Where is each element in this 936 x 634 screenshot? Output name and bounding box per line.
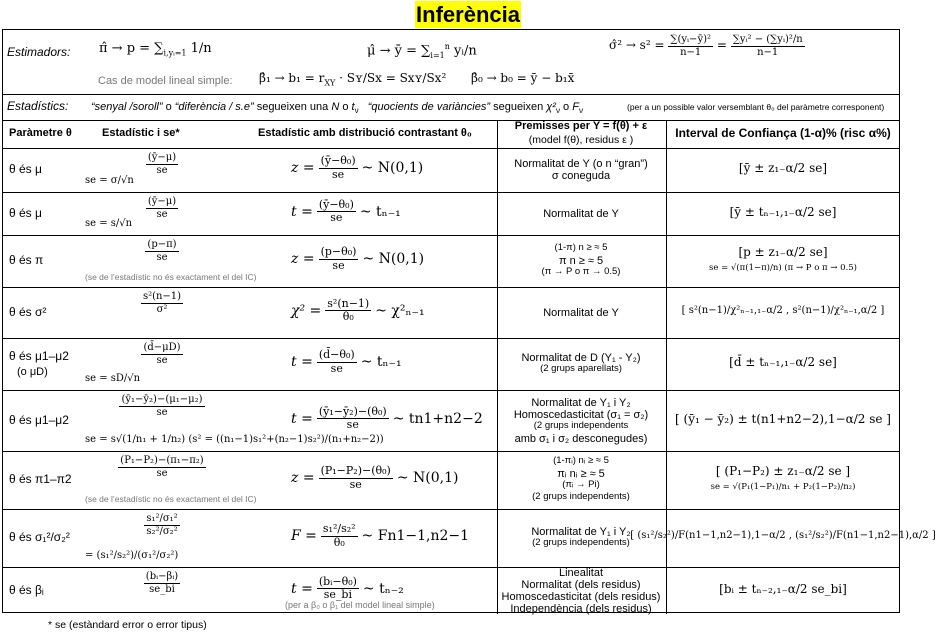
estadistics-text3: “quocients de variàncies” bbox=[367, 101, 491, 113]
beta1-estimator-tail: · Sʏ/Sx = Sxʏ/Sx² bbox=[335, 71, 447, 85]
beta1-estimator-sub: XY bbox=[324, 78, 336, 88]
row-dist-rhs: ~ N(0,1) bbox=[361, 160, 424, 177]
sigma-frac1-den: n−1 bbox=[680, 46, 702, 58]
row-stat-num: (ȳ−μ) bbox=[147, 196, 177, 207]
row-dist-rhs: ~ tₙ₋₁ bbox=[360, 354, 402, 371]
row-stat bbox=[87, 513, 237, 537]
row-dist-fraction bbox=[319, 465, 393, 491]
row-dist-den: se bbox=[330, 211, 343, 225]
row-premise: (1-π) n ≥ ≈ 5 bbox=[554, 242, 608, 253]
row-stat bbox=[87, 571, 237, 595]
row-dist-rhs: ~ N(0,1) bbox=[362, 251, 425, 268]
row-premise: (2 grups independents) bbox=[532, 537, 630, 548]
row-dist bbox=[291, 246, 424, 272]
row-dist bbox=[291, 349, 402, 375]
row-param: θ és π bbox=[9, 253, 44, 267]
row-dist-fraction bbox=[317, 406, 389, 432]
estadistics-t: t bbox=[351, 101, 355, 113]
header-dist: Estadístic amb distribució contrastant θ₀ bbox=[258, 127, 472, 139]
sigma-frac1-num: ∑(yᵢ−ȳ)² bbox=[670, 34, 711, 45]
row-ic: [bᵢ ± tₙ₋₂,₁₋α/2 se_bi] bbox=[719, 581, 847, 596]
row-dist-num: (bᵢ−θ₀) bbox=[318, 574, 357, 588]
row-dist-fraction bbox=[317, 349, 357, 375]
row-stat-den: se bbox=[156, 406, 168, 418]
row-se: (se de l’estadístic no és exactament el del IC) bbox=[85, 494, 257, 504]
row-dist-lhs: t = bbox=[291, 354, 313, 371]
linear-model-label: Cas de model lineal simple: bbox=[98, 75, 233, 87]
row-param: θ és μ bbox=[9, 162, 42, 176]
row-dist-rhs: ~ tn1+n2−2 bbox=[392, 410, 483, 427]
row-stat bbox=[87, 455, 237, 479]
row-dist-den: se bbox=[332, 258, 345, 272]
estadistics-o3: o bbox=[559, 101, 573, 113]
mu-estimator-tail: yᵢ/n bbox=[449, 43, 477, 59]
sigma-frac2-den: n−1 bbox=[757, 46, 779, 58]
row-dist-rhs: ~ tₙ₋₁ bbox=[359, 203, 401, 220]
row-dist-num: (P₁−P₂)−(θ₀) bbox=[320, 464, 391, 477]
estadistics-follow2: segueixen bbox=[490, 101, 547, 113]
estadistics-chi-sub: ν bbox=[555, 106, 560, 116]
estadistics-o1: o bbox=[162, 101, 175, 113]
row-stat-den: se bbox=[156, 251, 168, 263]
row-dist-num: (ȳ₁−ȳ₂)−(θ₀) bbox=[318, 404, 387, 418]
row-dist-den: θ₀ bbox=[333, 535, 345, 549]
row-dist-note: (per a β₀ o β₁ del model lineal simple) bbox=[285, 600, 435, 610]
row-premise: Normalitat de Y bbox=[543, 207, 619, 220]
row-dist bbox=[291, 298, 425, 324]
row-param: θ és σ₁²/σ₂² bbox=[9, 530, 70, 544]
row-stat-fraction bbox=[146, 152, 178, 176]
header-ic: Interval de Confiança (1-α)% (risc α%) bbox=[675, 126, 891, 140]
row-premise: σ coneguda bbox=[551, 170, 611, 182]
row-ic: [ȳ ± z₁₋α/2 se] bbox=[738, 161, 828, 175]
row-stat-den: se bbox=[156, 467, 168, 479]
estadistics-note: (per a un possible valor versemblant θ₀ del paràmetre corresponent) bbox=[627, 102, 885, 112]
estimadors-label: Estimadors: bbox=[7, 45, 71, 59]
row-stat-den: se bbox=[156, 354, 168, 366]
row-dist-num: (ȳ−θ₀) bbox=[318, 197, 354, 211]
estadistics-description bbox=[91, 101, 583, 115]
row-stat-fraction bbox=[118, 455, 205, 479]
row-dist-rhs: ~ N(0,1) bbox=[396, 470, 459, 487]
estadistics-text1: “senyal /soroll” bbox=[91, 101, 163, 113]
row-dist-fraction bbox=[319, 246, 359, 272]
row-dist-rhs: ~ χ²ₙ₋₁ bbox=[375, 302, 425, 319]
row-dist-lhs: t = bbox=[291, 203, 313, 220]
row-stat-fraction bbox=[144, 513, 179, 537]
row-premise: (2 grups independents bbox=[533, 419, 629, 431]
row-premise: π n ≥ ≈ 5 bbox=[558, 255, 604, 267]
row-param: θ és π1–π2 bbox=[9, 472, 72, 486]
row-dist-fraction bbox=[317, 199, 356, 225]
row-premise: Normalitat de Y bbox=[543, 306, 619, 319]
row-dist-num: s₁²/s₂² bbox=[322, 522, 356, 535]
row-se: se = s/√n bbox=[85, 218, 133, 229]
row-se: = (s₁²/s₂²)/(σ₁²/σ₂²) bbox=[85, 550, 179, 561]
row-premise: (π → P o π → 0.5) bbox=[541, 266, 621, 277]
estadistics-n: N bbox=[331, 101, 340, 113]
row-dist-den: se bbox=[330, 361, 343, 375]
row-dist-fraction bbox=[319, 155, 358, 181]
pi-estimator bbox=[99, 42, 212, 58]
row-dist-den: θ₀ bbox=[342, 310, 354, 324]
row-ic: [ (ȳ₁ − ȳ₂) ± t(n1+n2−2),1−α/2 se ] bbox=[675, 411, 891, 426]
row-premise: (1-πᵢ) nᵢ ≥ ≈ 5 bbox=[553, 455, 609, 466]
row-param: θ és βᵢ bbox=[9, 582, 44, 597]
row-premise: Homoscedasticitat (dels residus) bbox=[501, 590, 661, 603]
row-premise: (πᵢ → Pi) bbox=[562, 479, 600, 490]
row-dist-den: se bbox=[332, 167, 345, 181]
row-premise: Independència (dels residus) bbox=[510, 602, 652, 615]
row-stat-fraction bbox=[145, 239, 178, 263]
beta1-estimator-head: β̂₁ → b₁ = r bbox=[259, 71, 325, 85]
row-ic-se: se = √(π(1−π)/n) (π → P o π → 0.5) bbox=[709, 263, 857, 273]
row-stat-den: se bbox=[156, 208, 168, 220]
estadistics-label: Estadístics: bbox=[7, 99, 69, 113]
row-ic-se: se = √(P₁(1−P₁)/n₁ + P₂(1−P₂)/n₂) bbox=[710, 482, 856, 492]
row-stat bbox=[87, 196, 237, 220]
row-dist bbox=[291, 523, 469, 549]
row-premise: amb σ₁ i σ₂ desconegudes) bbox=[514, 432, 648, 445]
row-premise: (2 grups aparellats) bbox=[540, 363, 622, 374]
estadistics-f: F bbox=[572, 101, 579, 113]
row-param: θ és μ1–μ2 bbox=[9, 412, 69, 427]
row-stat-den: σ² bbox=[156, 303, 168, 315]
row-stat-den: se_bi bbox=[149, 583, 175, 595]
row-dist bbox=[291, 465, 458, 491]
row-dist-num: (ȳ−θ₀) bbox=[320, 154, 356, 167]
formula-table bbox=[2, 29, 936, 615]
header-premisses-model: (model f(θ), residus ε ) bbox=[528, 134, 634, 146]
row-premise: Normalitat de D (Y₁ - Y₂) bbox=[521, 352, 641, 364]
row-se: se = s√(1/n₁ + 1/n₂) (s² = ((n₁−1)s₁²+(n₂−1)s₂²)/(n₁+n₂−2)) bbox=[85, 434, 384, 445]
row-dist-fraction bbox=[317, 576, 359, 602]
estadistics-chi: χ² bbox=[546, 101, 556, 113]
row-dist-fraction bbox=[325, 298, 371, 324]
row-dist bbox=[291, 406, 483, 432]
row-stat-den: s₂²/σ₂² bbox=[146, 525, 178, 537]
row-dist-den: se bbox=[349, 477, 362, 491]
footnote: * se (estàndard error o error tipus) bbox=[48, 619, 207, 631]
beta1-estimator bbox=[259, 72, 446, 88]
estadistics-follow1: segueixen una bbox=[253, 101, 332, 113]
row-premise: (2 grups independents) bbox=[532, 491, 630, 502]
row-dist-rhs: ~ Fn1−1,n2−1 bbox=[361, 528, 470, 545]
row-ic: [ (P₁−P₂) ± z₁₋α/2 se ] bbox=[715, 464, 851, 478]
row-dist-lhs: t = bbox=[291, 410, 313, 427]
row-stat bbox=[87, 152, 237, 176]
row-dist-rhs: ~ tₙ₋₂ bbox=[362, 580, 404, 597]
row-stat-fraction bbox=[141, 291, 183, 315]
row-dist-den: se_bi bbox=[323, 588, 352, 602]
estadistics-f-sub: ν bbox=[578, 106, 583, 116]
row-param: θ és μ bbox=[9, 205, 42, 220]
row-dist bbox=[291, 576, 404, 602]
row-ic: [ȳ ± tₙ₋₁,₁₋α/2 se] bbox=[729, 204, 837, 219]
sigma-estimator-head: σ̂² → s² = bbox=[609, 38, 665, 53]
row-premise: πᵢ nᵢ ≥ ≈ 5 bbox=[557, 468, 605, 480]
row-dist-fraction bbox=[321, 523, 358, 549]
row-stat-num: s₁²/σ₁² bbox=[146, 513, 178, 524]
row-stat-fraction bbox=[144, 571, 180, 595]
row-premise: Normalitat de Y₁ i Y₂ bbox=[531, 526, 631, 538]
row-dist-num: (d̄−θ₀) bbox=[318, 348, 355, 361]
row-param: θ és μ1–μ2 bbox=[9, 349, 69, 363]
estadistics-t-sub: ν bbox=[354, 106, 359, 116]
row-se: se = σ/√n bbox=[85, 175, 134, 186]
row-dist-lhs: z = bbox=[291, 251, 315, 268]
sigma-frac2-num: ∑yᵢ² − (∑yᵢ)²/n bbox=[732, 34, 803, 45]
row-stat bbox=[87, 291, 237, 315]
row-stat-den: se bbox=[156, 164, 168, 176]
mu-estimator-head: μ̂ → ȳ = ∑ bbox=[367, 43, 431, 59]
row-stat-fraction bbox=[119, 394, 204, 418]
row-stat bbox=[87, 394, 237, 418]
row-stat-num: (ȳ−μ) bbox=[147, 152, 177, 163]
row-dist-lhs: F = bbox=[291, 528, 317, 545]
row-dist-num: (p−θ₀) bbox=[320, 245, 357, 258]
row-stat-num: s²(n−1) bbox=[142, 291, 182, 302]
pi-estimator-head: π̂ → p = ∑ bbox=[99, 41, 164, 56]
row-premise: Normalitat de Y (o n “gran”) bbox=[514, 158, 648, 170]
pi-estimator-sub: i,yᵢ=1 bbox=[163, 48, 187, 58]
row-premise: Normalitat de Y₁ i Y₂ bbox=[531, 396, 631, 409]
row-dist-lhs: χ² = bbox=[291, 302, 322, 319]
row-dist-lhs: z = bbox=[291, 470, 315, 487]
row-ic: [ (s₁²/s₂²)/F(n1−1,n2−1),1−α/2 , (s₁²/s₂²)/F(n1−1,n2−1),α/2 ] bbox=[630, 530, 936, 541]
mu-estimator-sup: n bbox=[444, 42, 450, 51]
row-stat-num: (bᵢ−βᵢ) bbox=[145, 571, 179, 582]
row-stat-num: (ȳ₁−ȳ₂)−(μ₁−μ₂) bbox=[121, 394, 203, 405]
row-se: (se de l’estadístic no és exactament el del IC) bbox=[85, 272, 257, 282]
row-premise: Linealitat bbox=[558, 566, 604, 579]
row-dist-den: se bbox=[346, 418, 359, 432]
row-stat-fraction bbox=[146, 196, 178, 220]
row-stat-num: (d̄−μD) bbox=[143, 342, 181, 353]
header-premisses: Premisses per Y = f(θ) + ε bbox=[514, 120, 648, 132]
row-stat-num: (P₁−P₂)−(π₁−π₂) bbox=[120, 455, 204, 466]
row-param-alt: (o μD) bbox=[17, 366, 48, 378]
pi-estimator-tail: 1/n bbox=[186, 41, 212, 56]
beta0-estimator: β̂₀ → b₀ = ȳ − b₁x̄ bbox=[471, 71, 575, 85]
row-premise: Homoscedasticitat (σ₁ = σ₂) bbox=[513, 408, 649, 421]
row-dist bbox=[291, 155, 423, 181]
row-dist bbox=[291, 199, 401, 225]
row-stat bbox=[87, 342, 237, 366]
estadistics-text2: “diferència / s.e” bbox=[174, 101, 254, 113]
row-ic: [d̄ ± tₙ₋₁,₁₋α/2 se] bbox=[729, 355, 837, 369]
row-premise: Normalitat (dels residus) bbox=[521, 578, 641, 591]
row-dist-lhs: z = bbox=[291, 160, 315, 177]
mu-estimator-sub: i=1 bbox=[430, 50, 445, 60]
page-title: Inferència bbox=[416, 2, 520, 27]
row-ic: [ s²(n−1)/χ²ₙ₋₁,₁₋α/2 , s²(n−1)/χ²ₙ₋₁,α/2 ] bbox=[681, 304, 885, 316]
row-stat bbox=[87, 239, 237, 263]
row-ic: [p ± z₁₋α/2 se] bbox=[738, 245, 828, 259]
header-param: Paràmetre θ bbox=[9, 127, 72, 139]
row-dist-lhs: t = bbox=[291, 580, 313, 597]
header-stat: Estadístic i se* bbox=[102, 127, 180, 139]
row-stat-num: (p−π) bbox=[147, 239, 177, 250]
row-se: se = sD/√n bbox=[85, 373, 141, 384]
mu-estimator bbox=[367, 42, 477, 60]
row-param: θ és σ² bbox=[9, 304, 47, 319]
estadistics-o2: o bbox=[339, 101, 352, 113]
row-dist-num: s²(n−1) bbox=[327, 296, 370, 310]
row-stat-fraction bbox=[141, 342, 182, 366]
sigma-estimator: σ̂² → s² = $\frac{\text{∑(yᵢ−ȳ)²}}{n-1}$ = $\frac{\text{∑yᵢ² − (∑yᵢ)²/n}}{n-1}$ bbox=[609, 34, 803, 58]
